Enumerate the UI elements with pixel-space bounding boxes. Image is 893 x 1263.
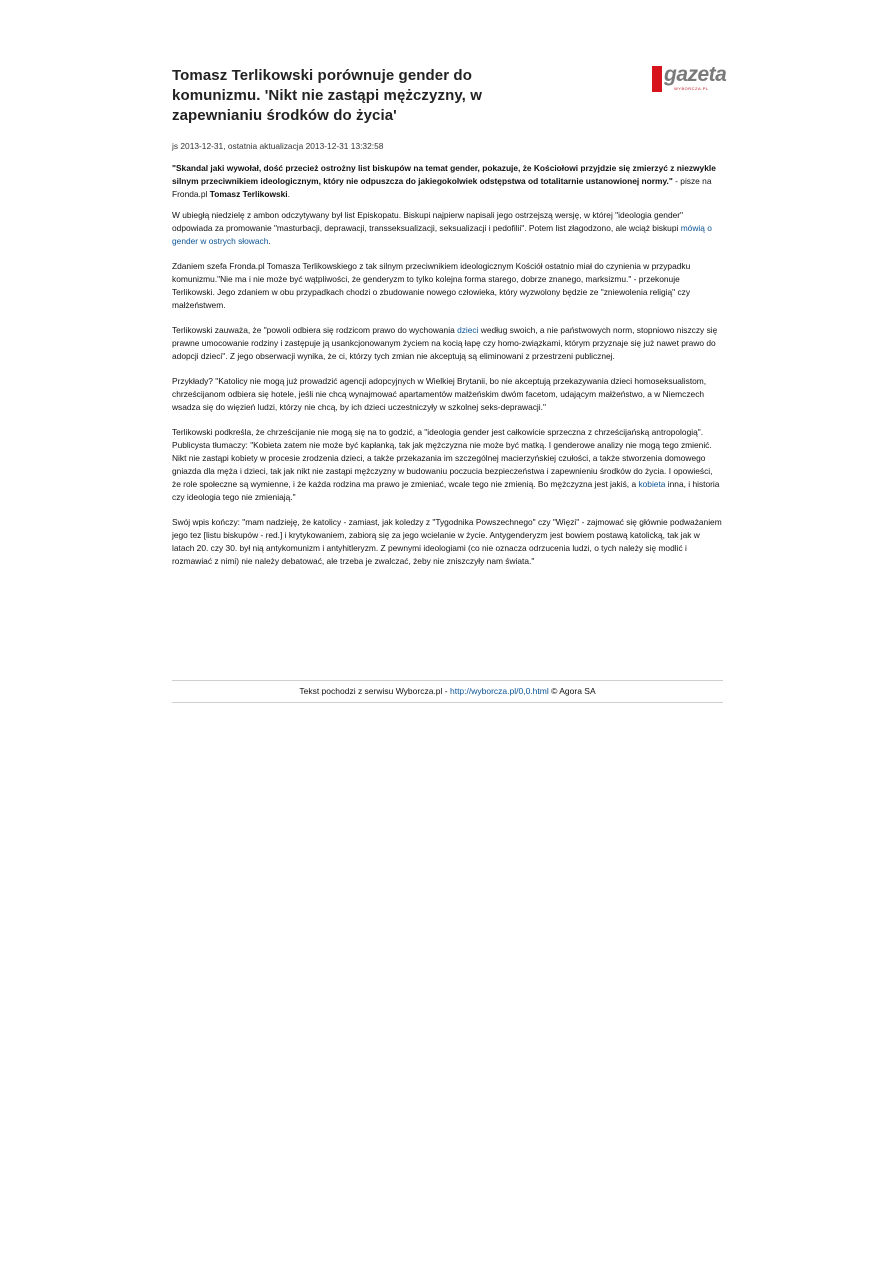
gazeta-logo (652, 63, 727, 92)
paragraph-5-text-b: inna, i historia czy ideologia tego nie zmieniają." (172, 479, 720, 502)
link-gender-words[interactable]: mówią o gender w ostrych słowach (172, 223, 712, 246)
article-meta: js 2013-12-31, ostatnia aktualizacja 2013-12-31 13:32:58 (172, 141, 384, 151)
paragraph-1 (172, 209, 723, 248)
lead-attribution: - pisze na Fronda.pl (172, 176, 712, 199)
link-kobieta[interactable]: kobieta (638, 479, 666, 489)
logo-red-bar (652, 66, 662, 92)
paragraph-6: Swój wpis kończy: "mam nadzieję, że katolicy - zamiast, jak koledzy z "Tygodnika Powszechnego" czy "Więzi" - zajmować się głównie podważaniem jego tez [listu biskupów - red.] i krytykowaniem, zabiorą się za jego wcielanie w życie. Antygenderyzm jest bowiem postawą katolicką, tak jak w latach 20. czy 30. był nią antykomunizm i antyhitleryzm. Z pewnymi ideologiami (co nie oznacza odrzucenia ludzi, o tych należy się modlić i rozmawiać z nimi) nie należy debatować, ale trzeba je zwalczać, żeby nie zniszczyły nam świata." (172, 517, 722, 566)
paragraph-5 (172, 426, 723, 504)
logo-wordmark: gazeta (664, 63, 727, 86)
lead-end: . (287, 189, 290, 199)
paragraph-4: Przykłady? "Katolicy nie mogą już prowadzić agencji adopcyjnych w Wielkiej Brytanii, bo nie akceptują przekazywania dzieci homoseksualistom, chrześcijanom odbiera się hotele, jeśli nie chcą wynajmować apartamentów małżeńskim dwóm facetom, udającym małżeństwo, a w Niemczech wsadza się do więzień ludzi, którzy nie chcą, by ich dzieci uczestniczyły w szkolnej seks-deprawacji." (172, 376, 707, 412)
footer-source-link[interactable]: http://wyborcza.pl/0,0.html (449, 686, 549, 696)
paragraph-3 (172, 324, 723, 363)
article-header (172, 63, 727, 128)
article-title: Tomasz Terlikowski porównuje gender do komunizmu. 'Nikt nie zastąpi mężczyzny, w zapewnianiu środków do życia' (172, 67, 482, 124)
footer-prefix: Tekst pochodzi z serwisu Wyborcza.pl - (299, 686, 450, 696)
article-lead (172, 162, 723, 201)
logo-subtext: WYBORCZA.PL (674, 86, 709, 91)
article (172, 63, 727, 568)
footer-suffix: © Agora SA (548, 686, 596, 696)
paragraph-3-text-a: Terlikowski zauważa, że "powoli odbiera się rodzicom prawo do wychowania (172, 325, 458, 335)
paragraph-1-text-a: W ubiegłą niedzielę z ambon odczytywany był list Episkopatu. Biskupi najpierw napisali jego ostrzejszą wersję, w której "ideologia gender" odpowiada za promowanie "masturbacji, deprawacji, transseksualizacji, seksualizacji i pedofilii". Potem list złagodzono, ale wciąż biskupi (172, 210, 684, 233)
source-footer (172, 680, 723, 703)
link-dzieci[interactable]: dzieci (457, 325, 479, 335)
paragraph-3-text-b: według swoich, a nie państwowych norm, stopniowo niszczy się prawne umocowanie rodziny i zastępuje ją usankcjonowanym życiem na kocią łapę czy homo-związkami, którym przyznaje się już nawet prawo do adopcji dzieci". Z jego obserwacji wynika, że ci, którzy tych zmian nie akceptują są eliminowani z przestrzeni publicznej. (172, 325, 718, 361)
paragraph-1-text-b: . (268, 236, 271, 246)
lead-quote: "Skandal jaki wywołał, dość przecież ostrożny list biskupów na temat gender, pokazuje, że Kościołowi przyjdzie się zmierzyć z niezwykle silnym przeciwnikiem ideologicznym, który nie odpuszcza do jakiegokolwiek odstępstwa od totalitarnie ustanowionej normy." (172, 163, 716, 186)
lead-author: Tomasz Terlikowski (209, 189, 288, 199)
paragraph-2: Zdaniem szefa Fronda.pl Tomasza Terlikowskiego z tak silnym przeciwnikiem ideologicznym Kościół ostatnio miał do czynienia w przypadku komunizmu."Nie ma i nie może być wątpliwości, że genderyzm to tylko kolejna forma starego, dobrze znanego, marksizmu." - przekonuje Terlikowski. Jego zdaniem w obu przypadkach chodzi o zbudowanie nowego człowieka, który wyzwolony będzie ze "zniewolenia religią" czy małżeństwem. (172, 261, 691, 310)
paragraph-5-text-a: Terlikowski podkreśla, że chrześcijanie nie mogą się na to godzić, a "ideologia gender jest całkowicie sprzeczna z chrześcijańską antropologią". Publicysta tłumaczy: "Kobieta zatem nie może być kapłanką, tak jak mężczyzna nie może być matką. I genderowe analizy nie mogą tego zmienić. Nikt nie zastąpi kobiety w procesie zrodzenia dzieci, a także przekazania im szczególnej macierzyńskiej czułości, a także stworzenia domowego gniazda dla męża i dzieci, tak jak nikt nie zastąpi mężczyzny w budowaniu poczucia bezpieczeństwa i zapewnieniu środków do życia. I opowieści, że role społeczne są wymienne, i że każda rodzina ma prawo je zmieniać, wcale tego nie zmienią. Bo mężczyzna jest jakiś, a (172, 427, 713, 489)
